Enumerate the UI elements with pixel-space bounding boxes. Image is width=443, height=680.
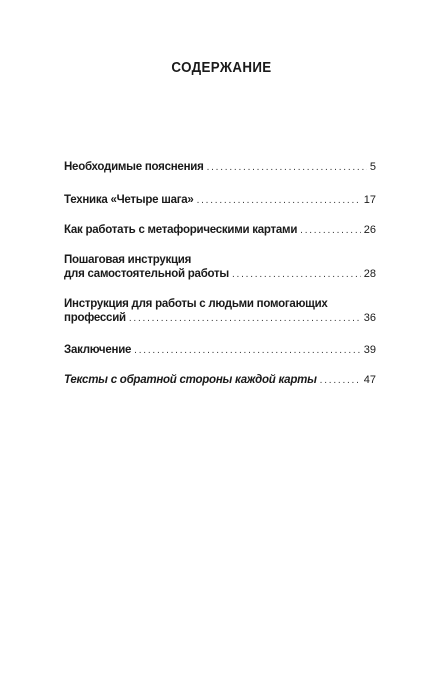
toc-entry-card-texts [64,373,376,388]
toc-entry-title: Как работать с метафорическими картами [64,224,298,236]
toc-page-number: 26 [363,224,376,236]
toc-entry-title-line-2: профессий [64,312,126,324]
toc-page-number: 47 [363,374,376,386]
toc-entry-helping-professions [64,297,376,326]
toc-entry-metaphoric-cards [64,223,376,238]
dot-leader [320,374,361,388]
dot-leader [207,161,367,175]
toc-entry-title: Тексты с обратной стороны каждой карты [64,374,317,386]
dot-leader [232,268,361,282]
toc-entry-title: Заключение [64,344,132,356]
dot-leader [134,344,361,358]
dot-leader [300,224,361,238]
toc-entry-explanations [64,160,376,175]
toc-entry-title: Необходимые пояснения [64,161,204,173]
toc-page-number: 5 [369,161,376,173]
toc-entry-conclusion [64,343,376,358]
dot-leader [129,312,361,326]
toc-page-number: 39 [363,344,376,356]
toc-page-number: 36 [363,312,376,324]
toc-page-number: 17 [363,194,376,206]
toc-entry-title-line-1: Пошаговая инструкция [64,254,192,266]
dot-leader [197,194,361,208]
toc-entry-title-line-2: для самостоятельной работы [64,268,229,280]
toc-entry-step-by-step [64,253,376,282]
toc-entry-title-line-1: Инструкция для работы с людьми помогающих [64,298,328,310]
toc-page-number: 28 [363,268,376,280]
page-title: СОДЕРЖАНИЕ [171,60,272,76]
toc-entry-title: Техника «Четыре шага» [64,194,194,206]
toc-entry-four-steps [64,193,376,208]
